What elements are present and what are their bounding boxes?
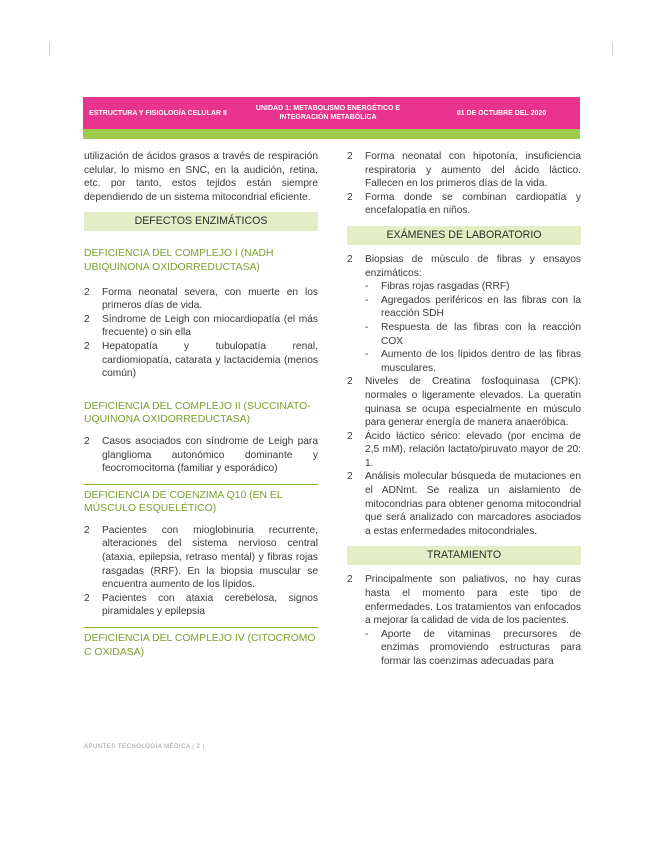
list-item: 2 Forma neonatal severa, con muerte en los primeros días de vida. [84, 286, 318, 312]
list-treatment [347, 573, 581, 668]
sub-item: - Aumento de los lípidos dentro de las fibras musculares. [365, 349, 581, 374]
page-edge-left [49, 42, 50, 56]
bullet-mark: 2 [84, 340, 90, 352]
bullet-mark: 2 [84, 286, 90, 298]
bullet-mark: 2 [347, 574, 353, 586]
section-title-complejo-ii: DEFICIENCIA DEL COMPLEJO II (SUCCINATO-UQUINONA OXIDORREDUCTASA) [84, 400, 311, 426]
header-accent-bar [83, 129, 580, 139]
banner-tratamiento: TRATAMIENTO [347, 546, 581, 565]
list-item: 2 Pacientes con mioglobinuria recurrente, alteraciones del sistema nervioso central (ataxia, epilepsia, retraso mental) y fibras rojas rasgadas (RRF). En la biopsia muscular se encuentra aumento de los lípidos. [84, 524, 318, 591]
sub-item: - Fibras rojas rasgadas (RRF) [365, 281, 510, 293]
sub-item: - Aporte de vitaminas precursores de enzimas promoviendo estructuras para formar las coenzimas adecuadas para [365, 628, 581, 667]
sublist-biopsy [365, 280, 581, 375]
sublist-treatment [365, 628, 581, 669]
header-course: ESTRUCTURA Y FISIOLOGÍA CELULAR II [89, 109, 227, 117]
left-column [84, 150, 318, 659]
section-title-coenzima-q10: DEFICIENCIA DE COENZIMA Q10 (EN EL MÚSCULO ESQUELÉTICO) [84, 484, 318, 516]
intro-paragraph: utilización de ácidos grasos a través de respiración celular, lo mismo en SNC, en la audición, retina, etc. por tanto, estos tejidos están siempre dependiendo de un sistema mitocondrial eficiente. [84, 151, 318, 203]
bullet-mark: 2 [347, 151, 353, 162]
header-unit: UNIDAD 1: METABOLISMO ENERGÉTICO E INTEGRACIÓN METABÓLICA [255, 105, 401, 121]
section-title-complejo-i: DEFICIENCIA DEL COMPLEJO I (NADH UBIQUINONA OXIDORREDUCTASA) [84, 248, 274, 273]
list-neonatal-forms [347, 150, 581, 218]
list-item: 2 Forma donde se combinan cardiopatía y encefalopatía en niños. [347, 191, 581, 217]
list-item: 2 Niveles de Creatina fosfoquinasa (CPK): normales o ligeramente elevados. La queratin quinasa se ocupa especialmente en músculo para generar energía de manera anaeróbica. [347, 376, 581, 429]
list-item: 2 Casos asociados con síndrome de Leigh para glanglioma autonómico dominante y feocromocitoma (familiar y esporádico) [84, 435, 318, 475]
list-item: 2 Hepatopatía y tubulopatía renal, cardiomiopatía, catarata y lactacidemia (menos común) [84, 340, 318, 380]
bullet-mark: 2 [347, 253, 353, 265]
bullet-mark: 2 [84, 524, 90, 536]
list-item: 2 Síndrome de Leigh con miocardiopatía (el más frecuente) o sin ella [84, 313, 318, 339]
banner-defectos-enzimaticos: DEFECTOS ENZIMÁTICOS [84, 212, 318, 231]
right-column [347, 150, 581, 669]
bullet-mark: 2 [347, 430, 353, 442]
banner-examenes-laboratorio: EXÁMENES DE LABORATORIO [347, 226, 581, 245]
list-coenzima-q10 [84, 524, 318, 619]
page-edge-right [612, 42, 613, 56]
bullet-mark: 2 [84, 313, 90, 325]
list-item: 2 Forma neonatal con hipotonía, insuficiencia respiratoria y aumento del ácido láctico. Fallecen en los primeros días de la vida. [347, 151, 581, 190]
bullet-mark: 2 [84, 592, 90, 604]
section-title-complejo-iv: DEFICIENCIA DEL COMPLEJO IV (CITOCROMO C OXIDASA) [84, 627, 318, 659]
list-item: 2 Principalmente son paliativos, no hay curas hasta el momento para este tipo de enfermedades. Los tratamientos van enfocados a mejorar la calidad de vida de los pacientes. - Aporte de vitaminas precursores de enzimas promoviendo estructuras para formar las coenzimas adecuadas para [347, 574, 581, 667]
list-item: 2 Pacientes con ataxia cerebelosa, signos piramidales y epilepsia [84, 592, 318, 618]
list-lab-exams [347, 253, 581, 538]
sub-item: - Agregados periféricos en las fibras con la reacción SDH [365, 294, 581, 320]
bullet-mark: 2 [347, 471, 353, 483]
list-item: 2 Ácido láctico sérico: elevado (por encima de 2,5 mM), relación lactato/piruvato mayor de 20: 1. [347, 430, 581, 469]
list-item: 2 Biopsias de músculo de fibras y ensayos enzimáticos: - Fibras rojas rasgadas (RRF) - Agregados periféricos en las fibras con la reacción SDH - Respuesta de las fibras con la reacción COX - Aumento de los lípidos dentro de las fibras musculares. [347, 253, 581, 374]
bullet-mark: 2 [347, 376, 353, 388]
document-header [83, 97, 580, 129]
list-complejo-i [84, 286, 318, 381]
list-complejo-ii [84, 435, 318, 476]
sub-item: - Respuesta de las fibras con la reacción COX [365, 321, 581, 347]
header-date: 01 DE OCTUBRE DEL 2020 [456, 109, 547, 117]
bullet-mark: 2 [84, 435, 90, 447]
page-footer: APUNTES TECNOLOGÍA MÉDICA | 2 | [84, 744, 205, 750]
bullet-mark: 2 [347, 191, 353, 203]
list-item: 2 Análisis molecular búsqueda de mutaciones en el ADNmt. Se realiza un aislamiento de mitocondrias para obtener genoma mitocondrial que será analizado con marcadores asociados a estas enfermedades mitocondriales. [347, 471, 581, 537]
